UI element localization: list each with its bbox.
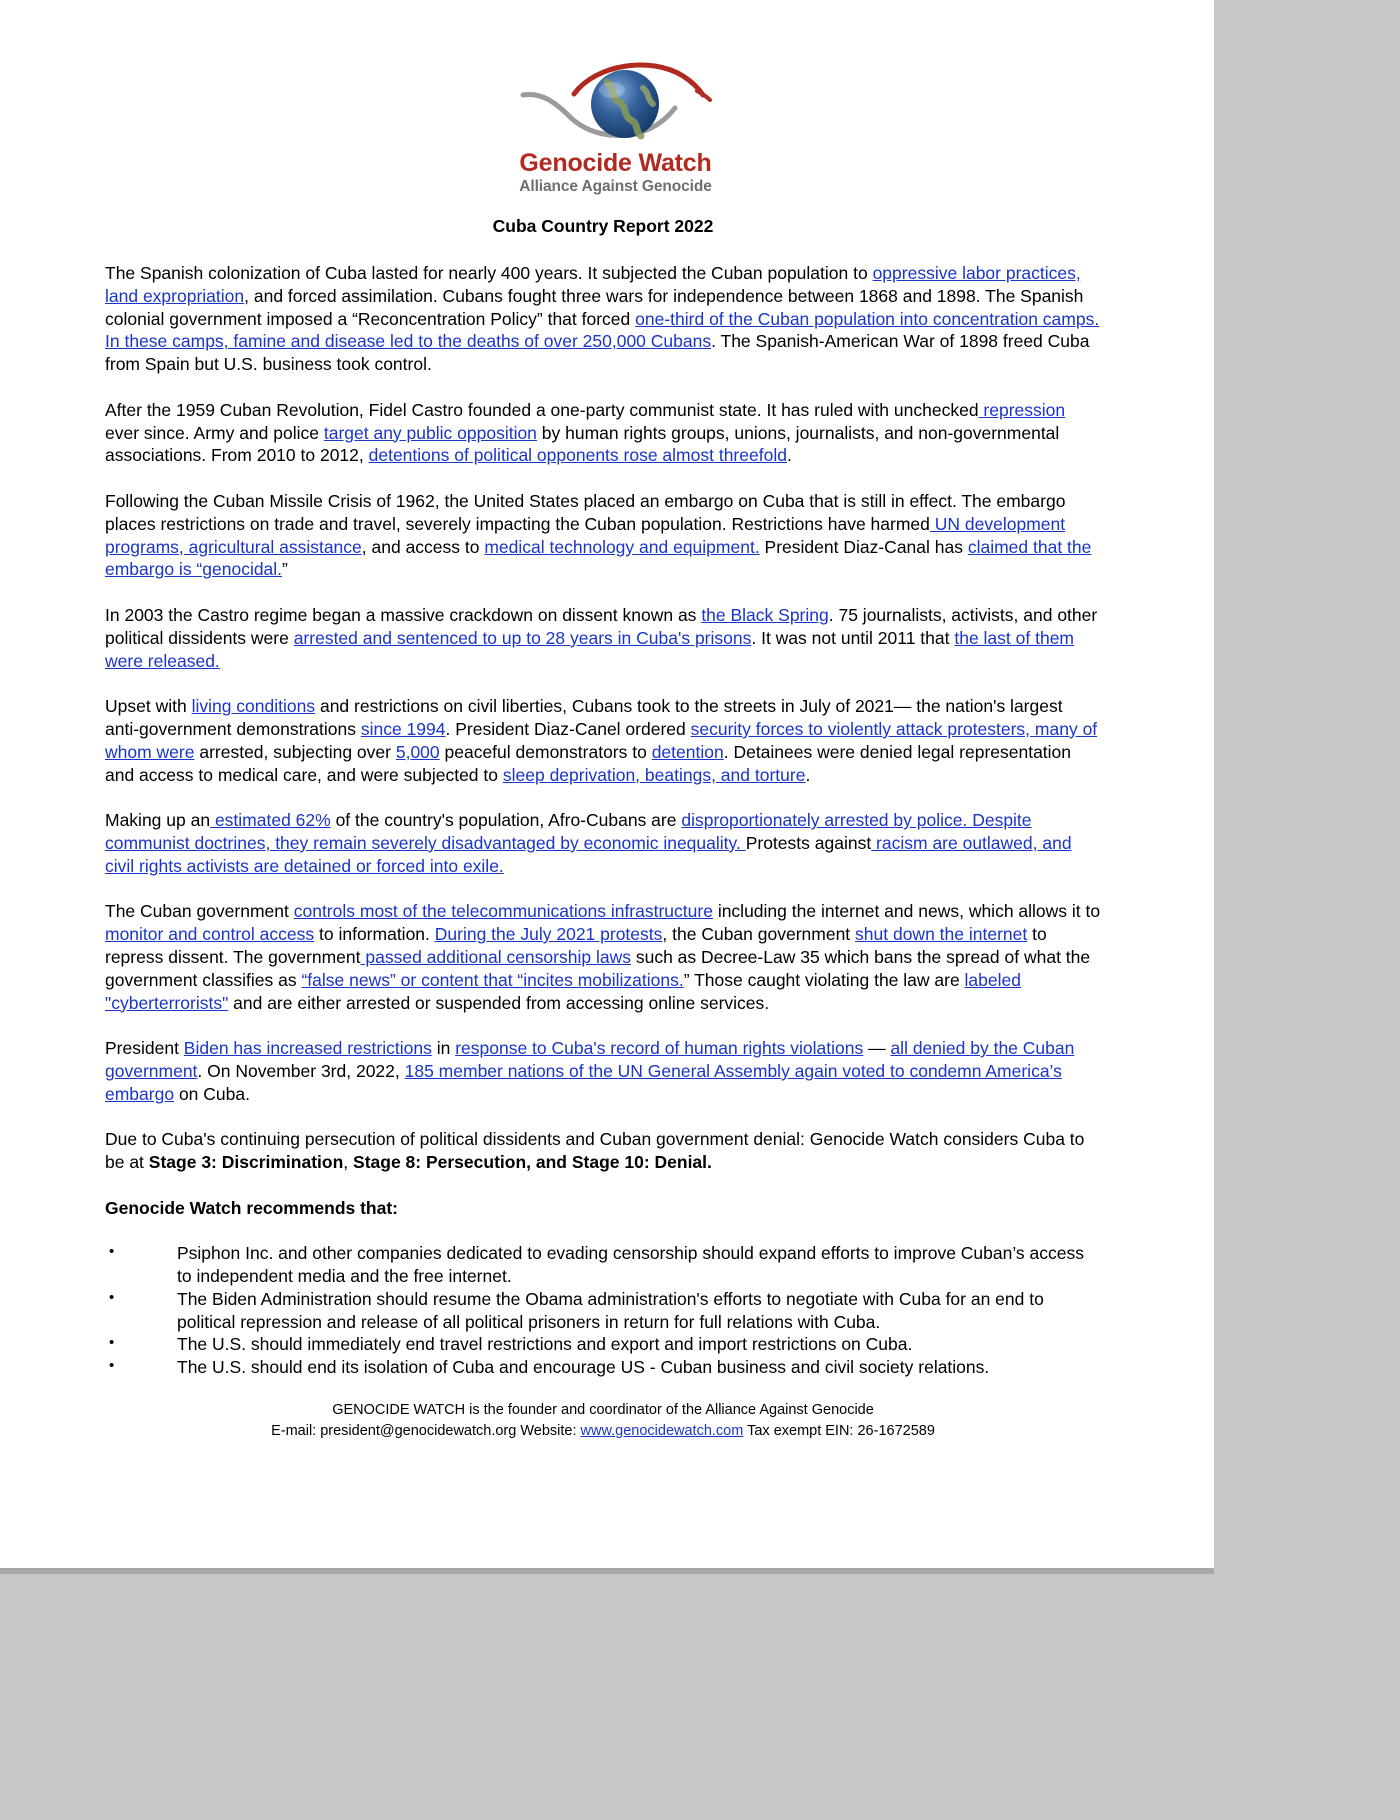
footer-line-2 [105, 1421, 1101, 1442]
recommendations-heading: Genocide Watch recommends that: [105, 1197, 399, 1218]
text-run: . [786, 445, 792, 466]
recommendations-list [105, 1242, 1101, 1379]
text-run: Due to Cuba's continuing persecution of political dissidents and Cuban government denial: Genocide Watch considers Cuba to be at [105, 1129, 1085, 1173]
text-run: peaceful demonstrators to [439, 741, 652, 762]
paragraph-5 [105, 695, 1101, 786]
text-run: . It was not until 2011 that [751, 627, 955, 648]
link-last-released[interactable]: the last of them were released. [105, 627, 1075, 671]
text-run: ” [282, 559, 288, 580]
text-run: In 2003 the Castro regime began a massive crackdown on dissent known as [105, 604, 702, 625]
bullet-icon: • [109, 1357, 115, 1375]
text-run: , and access to [361, 536, 485, 557]
genocide-watch-logo [503, 58, 728, 198]
report-body [105, 262, 1101, 1379]
link-un-general-assembly-vote[interactable]: 185 member nations of the UN General Assembly again voted to condemn America’s embargo [105, 1060, 1062, 1104]
page-edge-shadow [0, 1568, 1214, 1574]
text-run: . 75 journalists, activists, and other political dissidents were [105, 604, 1098, 648]
link-target-public-opposition[interactable]: target any public opposition [323, 422, 537, 443]
recommendation-text: The U.S. should end its isolation of Cuba and encourage US - Cuban business and civil society relations. [177, 1357, 990, 1378]
paragraph-8 [105, 1037, 1101, 1105]
link-un-development-programs[interactable]: UN development programs, agricultural assistance [105, 513, 1066, 557]
bullet-icon: • [109, 1243, 115, 1261]
link-disproportionately-arrested[interactable]: disproportionately arrested by police. Despite communist doctrines, they remain severely disadvantaged by economic inequality. [105, 810, 1032, 853]
text-run: including the internet and news, which allows it to [712, 901, 1101, 922]
text-run: , the Cuban government [662, 924, 856, 945]
recommendation-text: The Biden Administration should resume the Obama administration's efforts to negotiate with Cuba for an end to political repression and release of all political prisoners in return for full relations with Cuba. [177, 1288, 1044, 1332]
text-run: on Cuba. [174, 1083, 250, 1104]
link-telecom-infrastructure[interactable]: controls most of the telecommunications infrastructure [293, 901, 713, 922]
link-security-forces-attack[interactable]: security forces to violently attack protesters, many of whom were [105, 718, 1098, 762]
text-run: ” Those caught violating the law are [683, 969, 965, 990]
text-run: of the country's population, Afro-Cubans are [330, 810, 682, 831]
text-run: . Detainees were denied legal representation and access to medical care, and were subjected to [105, 741, 1072, 785]
footer-line-1: GENOCIDE WATCH is the founder and coordinator of the Alliance Against Genocide [332, 1402, 874, 1418]
footer-email: E-mail: president@genocidewatch.org Website: [271, 1423, 581, 1439]
text-run: , [343, 1152, 354, 1173]
text-run: by human rights groups, unions, journalists, and non-governmental associations. From 2010 to 2012, [105, 422, 1060, 466]
eye-with-globe-icon [511, 58, 721, 153]
link-living-conditions[interactable]: living conditions [191, 696, 316, 717]
link-detentions-rose-threefold[interactable]: detentions of political opponents rose almost threefold [368, 445, 787, 466]
paragraph-4 [105, 604, 1101, 672]
text-run: and restrictions on civil liberties, Cubans took to the streets in July of 2021— the nation's largest anti-government demonstrations [105, 696, 1063, 739]
text-run: arrested, subjecting over [194, 741, 396, 762]
logo-header [105, 0, 1101, 200]
text-run: . President Diaz-Canel ordered [445, 718, 691, 739]
link-since-1994[interactable]: since 1994 [360, 718, 446, 739]
text-run: President [105, 1038, 184, 1059]
text-run: , and forced assimilation. Cubans fought three wars for independence between 1868 and 1898. The Spanish colonial government imposed a “Reconcentration Policy” that forced [105, 285, 1084, 329]
link-shut-down-internet[interactable]: shut down the internet [855, 924, 1028, 945]
text-run: After the 1959 Cuban Revolution, Fidel Castro founded a one-party communist state. It has ruled with unchecked [105, 399, 979, 420]
link-censorship-laws[interactable]: passed additional censorship laws [360, 946, 631, 967]
bullet-icon: • [109, 1288, 115, 1306]
text-run: President Diaz-Canal has [759, 536, 968, 557]
text-run: . On November 3rd, 2022, [197, 1060, 405, 1081]
link-repression[interactable]: repression [978, 399, 1066, 420]
link-medical-technology[interactable]: medical technology and equipment. [484, 536, 760, 557]
link-protests-racism-outlawed[interactable]: racism are outlawed, and civil rights activists are detained or forced into exile. [105, 832, 1072, 876]
text-run: and are either arrested or suspended from accessing online services. [228, 992, 770, 1013]
text-run: The Cuban government [105, 901, 294, 922]
brand-tagline: Alliance Against Genocide [519, 178, 712, 195]
page-title: Cuba Country Report 2022 [492, 216, 714, 236]
link-concentration-camps[interactable]: one-third of the Cuban population into concentration camps. In these camps, famine and disease led to the deaths of over 250,000 Cubans [105, 308, 1100, 352]
link-july-2021-protests[interactable]: During the July 2021 protests [434, 924, 663, 945]
link-all-denied-by-government[interactable]: all denied by the Cuban government [105, 1038, 1075, 1081]
paragraph-3 [105, 490, 1101, 581]
recommendation-text: The U.S. should immediately end travel restrictions and export and import restrictions on Cuba. [177, 1334, 913, 1355]
text-run: such as Decree-Law 35 which bans the spread of what the government classifies as [105, 946, 1091, 990]
link-website[interactable]: www.genocidewatch.com [580, 1423, 744, 1439]
text-run: to information. [314, 924, 435, 945]
text-run: Making up an [105, 810, 211, 831]
text-run: Following the Cuban Missile Crisis of 1962, the United States placed an embargo on Cuba that is still in effect. The embargo places restrictions on trade and travel, severely impacting the Cuban population. Restrictions have harmed [105, 490, 1066, 534]
link-detention[interactable]: detention [651, 741, 724, 762]
brand-name: Genocide Watch [519, 149, 712, 177]
link-sleep-deprivation-torture[interactable]: sleep deprivation, beatings, and torture [502, 764, 806, 785]
text-run: The Spanish colonization of Cuba lasted for nearly 400 years. It subjected the Cuban population to [105, 263, 873, 283]
paragraph-1 [105, 262, 1101, 376]
link-black-spring[interactable]: the Black Spring [701, 604, 829, 625]
text-run: to repress dissent. The government [105, 924, 1047, 967]
text-run: . [805, 764, 811, 785]
paragraph-stages [105, 1128, 1101, 1174]
link-human-rights-record[interactable]: response to Cuba's record of human rights violations [455, 1038, 864, 1059]
list-item [105, 1356, 1101, 1379]
link-oppressive-labor-practices[interactable]: oppressive labor practices, land expropriation [105, 263, 1081, 306]
list-item [105, 1333, 1101, 1356]
bullet-icon: • [109, 1334, 115, 1352]
link-false-news-incites[interactable]: “false news” or content that “incites mobilizations. [301, 969, 684, 990]
paragraph-7 [105, 900, 1101, 1014]
text-run: . The Spanish-American War of 1898 freed Cuba from Spain but U.S. business took control. [105, 331, 1090, 375]
link-5000-demonstrators[interactable]: 5,000 [395, 741, 440, 762]
page-footer [105, 1400, 1101, 1442]
stage-8-and-10-label: Stage 8: Persecution, and Stage 10: Denial. [353, 1152, 712, 1173]
text-run: in [431, 1038, 456, 1059]
stage-3-label: Stage 3: Discrimination [148, 1152, 344, 1173]
link-biden-restrictions[interactable]: Biden has increased restrictions [183, 1038, 432, 1059]
recommendation-text: Psiphon Inc. and other companies dedicated to evading censorship should expand efforts to improve Cuban’s access to independent media and the free internet. [177, 1243, 1085, 1287]
text-run: Upset with [105, 696, 192, 717]
link-estimated-62-percent[interactable]: estimated 62% [210, 810, 331, 831]
text-run: Protests against [745, 832, 872, 853]
link-arrested-sentenced[interactable]: arrested and sentenced to up to 28 years in Cuba's prisons [293, 627, 752, 648]
link-monitor-control-access[interactable]: monitor and control access [105, 924, 315, 945]
link-embargo-genocidal[interactable]: claimed that the embargo is “genocidal. [105, 536, 1092, 580]
list-item [105, 1242, 1101, 1288]
footer-tax-id: Tax exempt EIN: 26-1672589 [743, 1423, 935, 1439]
text-run: — [863, 1038, 891, 1059]
text-run: ever since. Army and police [105, 422, 324, 443]
link-labeled-cyberterrorists[interactable]: labeled "cyberterrorists" [105, 969, 1021, 1013]
paragraph-6 [105, 809, 1101, 877]
list-item [105, 1288, 1101, 1334]
paragraph-2 [105, 399, 1101, 467]
